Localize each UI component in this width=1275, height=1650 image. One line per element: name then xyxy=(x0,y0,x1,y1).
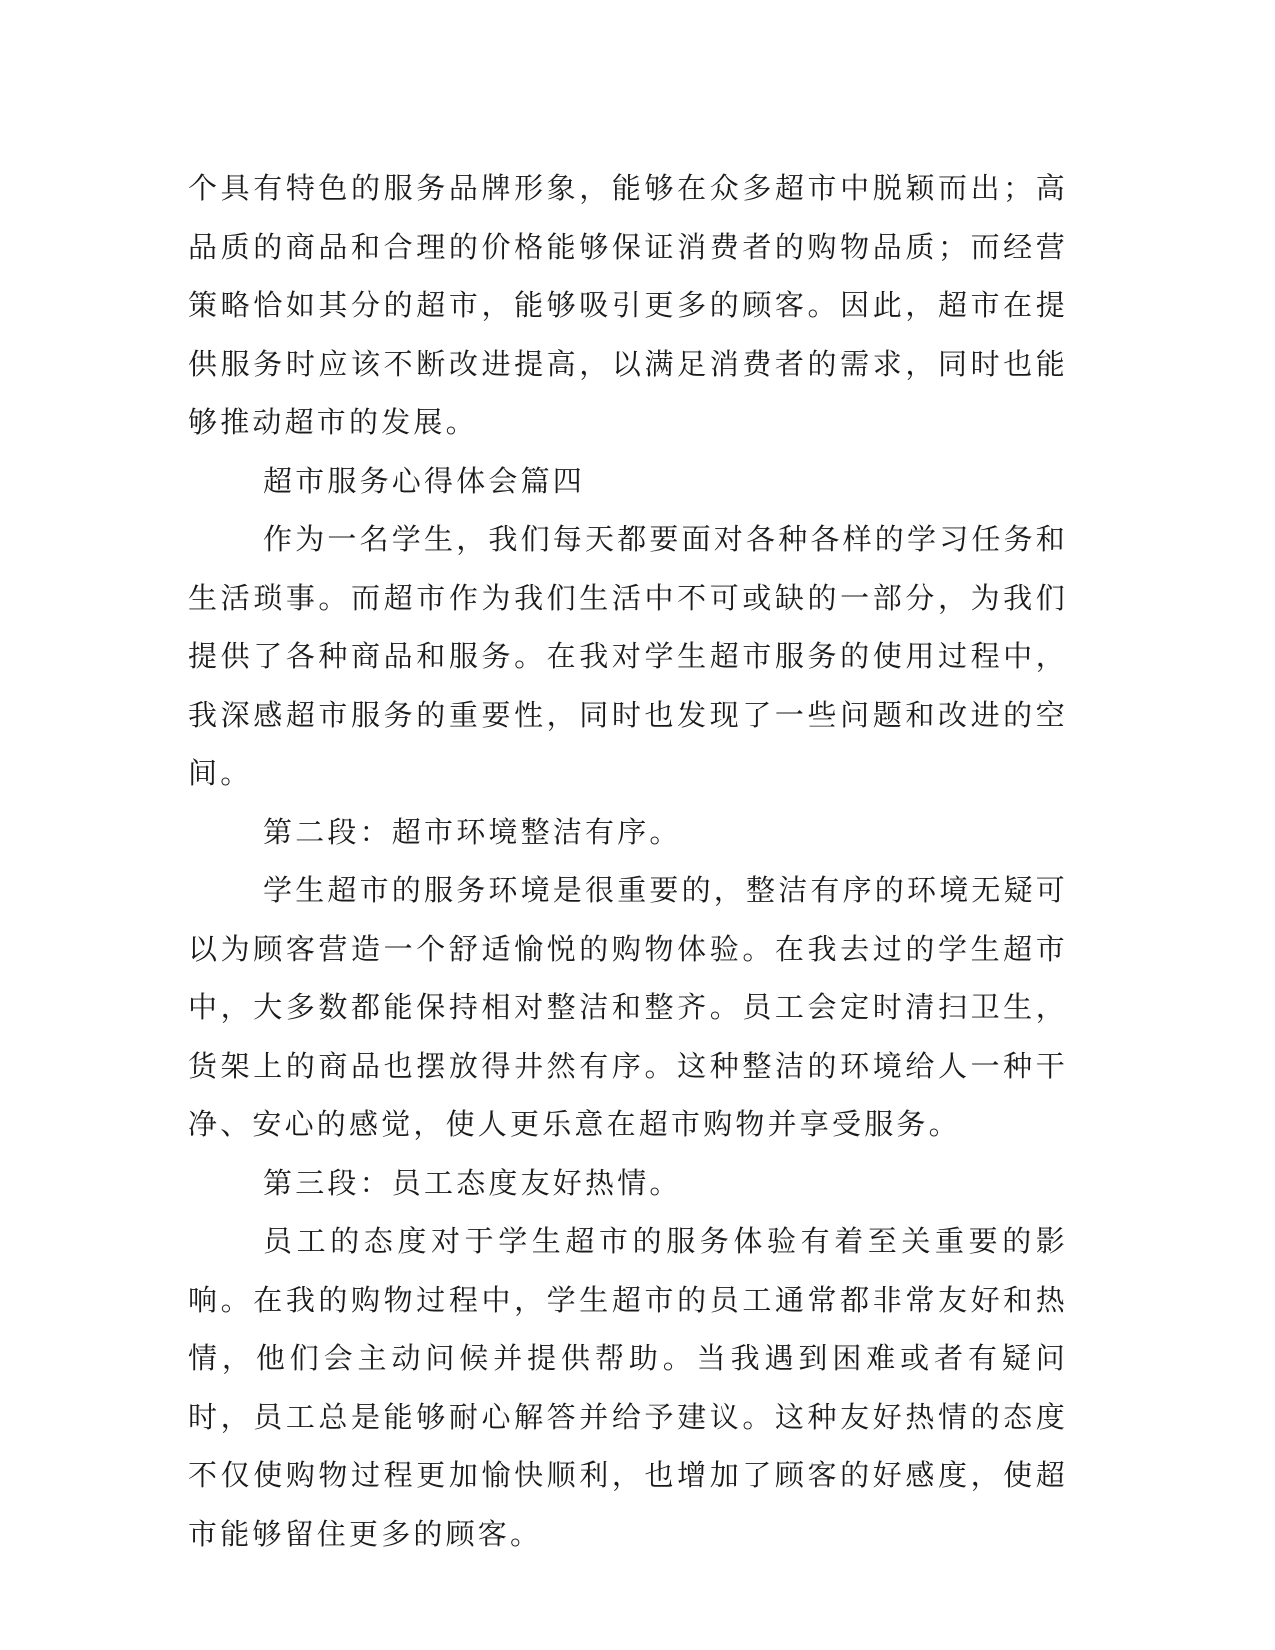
paragraph: 学生超市的服务环境是很重要的，整洁有序的环境无疑可以为顾客营造一个舒适愉悦的购物体验。在我去过的学生超市中，大多数都能保持相对整洁和整齐。员工会定时清扫卫生，货架上的商品也摆放得井然有序。这种整洁的环境给人一种干净、安心的感觉，使人更乐意在超市购物并享受服务。 xyxy=(188,873,1069,1141)
paragraph: 员工的态度对于学生超市的服务体验有着至关重要的影响。在我的购物过程中，学生超市的员工通常都非常友好和热情，他们会主动问候并提供帮助。当我遇到困难或者有疑问时，员工总是能够耐心解答并给予建议。这种友好热情的态度不仅使购物过程更加愉快顺利，也增加了顾客的好感度，使超市能够留住更多的顾客。 xyxy=(188,1224,1068,1551)
body-text xyxy=(188,159,1068,1563)
section-heading: 第三段：员工态度友好热情。 xyxy=(263,1165,682,1200)
section-heading: 超市服务心得体会篇四 xyxy=(263,463,586,498)
paragraph: 作为一名学生，我们每天都要面对各种各样的学习任务和生活琐事。而超市作为我们生活中不可或缺的一部分，为我们提供了各种商品和服务。在我对学生超市服务的使用过程中，我深感超市服务的重要性，同时也发现了一些问题和改进的空间。 xyxy=(188,522,1069,790)
section-heading: 第二段：超市环境整洁有序。 xyxy=(263,814,682,849)
paragraph-continuation: 个具有特色的服务品牌形象，能够在众多超市中脱颖而出；高品质的商品和合理的价格能够保证消费者的购物品质；而经营策略恰如其分的超市，能够吸引更多的顾客。因此，超市在提供服务时应该不断改进提高，以满足消费者的需求，同时也能够推动超市的发展。 xyxy=(188,171,1068,439)
